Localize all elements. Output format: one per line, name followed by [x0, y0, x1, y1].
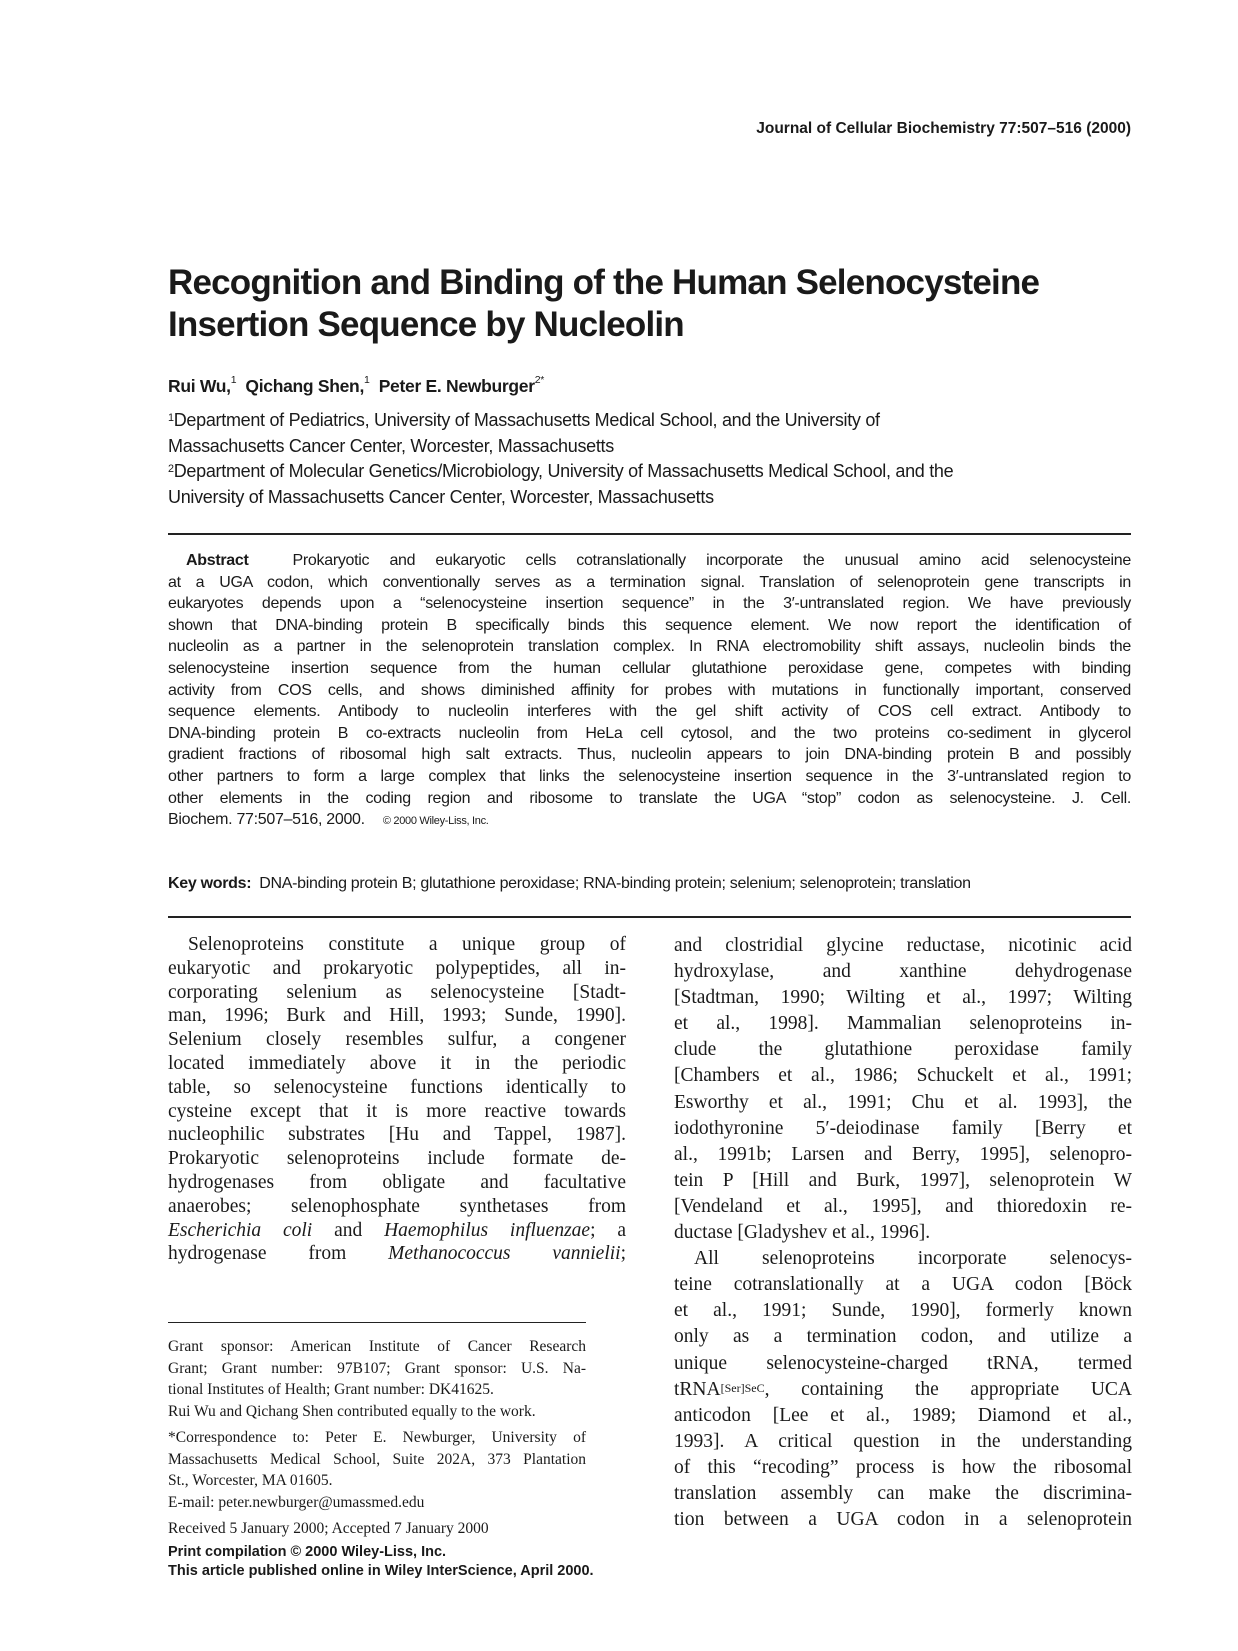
abstract-text: other elements in the coding region and ribosome to translate the UGA “stop” codon as selenocysteine. J. Cell.: [168, 789, 1131, 807]
footnote-line: St., Worcester, MA 01605.: [168, 1472, 333, 1489]
author-affiliation-mark: 2*: [534, 374, 545, 386]
print-compilation: Print compilation © 2000 Wiley-Liss, Inc.: [168, 1544, 447, 1560]
body-line: and clostridial glycine reductase, nicotinic acid: [674, 935, 1132, 956]
body-line: [168, 1219, 626, 1243]
author-name: Qichang Shen,: [245, 376, 365, 396]
abstract-text: shown that DNA-binding protein B specifically binds this sequence element. We now report the identification of: [168, 616, 1131, 634]
abstract-line: [168, 615, 1131, 637]
body-line: cysteine except that it is more reactive towards: [168, 1100, 626, 1122]
affiliation-mark: 1: [168, 412, 174, 424]
body-line: [Chambers et al., 1986; Schuckelt et al., 1991;: [674, 1065, 1132, 1087]
body-line: [168, 1242, 626, 1266]
abstract-text: at a UGA codon, which conventionally serves as a termination signal. Translation of selenoprotein gene transcripts in: [168, 573, 1131, 591]
footnote-line: *Correspondence to: Peter E. Newburger, University of: [168, 1429, 586, 1446]
body-line: al., 1991b; Larsen and Berry, 1995], selenopro-: [674, 1143, 1132, 1165]
abstract-text: DNA-binding protein B co-extracts nucleolin from HeLa cell cytosol, and the two proteins co-sediment in glycerol: [168, 724, 1131, 742]
affiliation-line: Massachusetts Cancer Center, Worcester, Massachusetts: [168, 435, 614, 456]
title-line: Recognition and Binding of the Human Selenocysteine: [168, 263, 1040, 302]
publication-info: [168, 1543, 594, 1580]
body-line: ductase [Gladyshev et al., 1996].: [674, 1222, 931, 1244]
affiliation-text: Department of Pediatrics, University of Massachusetts Medical School, and the University of: [173, 410, 880, 430]
author-name: Rui Wu,: [168, 376, 231, 396]
article-title: [168, 262, 1039, 346]
abstract-line: [168, 680, 1131, 702]
email-link[interactable]: E-mail: peter.newburger@umassmed.edu: [168, 1493, 425, 1511]
affiliations: [168, 408, 953, 510]
species-name: Methanococcus vannielii: [388, 1243, 621, 1265]
body-line: anticodon [Lee et al., 1989; Diamond et al.,: [674, 1404, 1132, 1426]
divider: [168, 533, 1131, 535]
abstract-text: sequence elements. Antibody to nucleolin interferes with the gel shift activity of COS cell extract. Antibody to: [168, 703, 1131, 721]
author-affiliation-mark: 1: [230, 374, 237, 386]
affiliation-mark: 2: [168, 463, 174, 475]
body-line: teine cotranslationally at a UGA codon [Böck: [674, 1274, 1132, 1296]
trna-superscript: [Ser]SeC: [720, 1380, 765, 1395]
journal-header: Journal of Cellular Biochemistry 77:507–516 (2000): [756, 120, 1131, 137]
body-column-left: [168, 933, 626, 1266]
keywords-label: Key words:: [168, 875, 252, 892]
body-line: corporating selenium as selenocysteine [Stadt-: [168, 981, 626, 1003]
body-line: [Stadtman, 1990; Wilting et al., 1997; Wilting: [674, 987, 1132, 1009]
abstract-text: other partners to form a large complex that links the selenocysteine insertion sequence in the 3′-untranslated region to: [168, 767, 1131, 785]
species-name: Haemophilus influenzae: [384, 1219, 591, 1241]
footnote-divider: [168, 1322, 586, 1323]
abstract-text: activity from COS cells, and shows diminished affinity for probes with mutations in functionally important, conserved: [168, 681, 1131, 699]
abstract-line: [168, 701, 1131, 723]
author-affiliation-mark: 1: [364, 374, 370, 386]
footnote-line: Rui Wu and Qichang Shen contributed equally to the work.: [168, 1402, 536, 1420]
body-line: nucleophilic substrates [Hu and Tappel, 1987].: [168, 1124, 626, 1146]
abstract-text: selenocysteine insertion sequence from the human cellular glutathione peroxidase gene, competes with binding: [168, 659, 1131, 677]
body-text: hydrogenase from: [168, 1243, 389, 1265]
author: [168, 376, 236, 396]
abstract-text: gradient fractions of ribosomal high salt extracts. Thus, nucleolin appears to join DNA-binding protein B and possibly: [168, 746, 1131, 764]
footnote-line: Massachusetts Medical School, Suite 202A, 373 Plantation: [168, 1450, 586, 1468]
abstract-line: [168, 766, 1131, 788]
body-text: tRNA: [674, 1378, 721, 1400]
divider: [168, 916, 1131, 918]
footnote-line: Grant sponsor: American Institute of Cancer Research: [168, 1338, 586, 1355]
body-line: Esworthy et al., 1991; Chu et al. 1993], the: [674, 1091, 1132, 1113]
title-line: Insertion Sequence by Nucleolin: [168, 305, 684, 344]
abstract-line: [168, 809, 1131, 833]
body-column-right: [674, 933, 1132, 1533]
footnotes: [168, 1336, 586, 1540]
abstract-line: [168, 572, 1131, 594]
body-line: tein P [Hill and Burk, 1997], selenoprotein W: [674, 1169, 1132, 1191]
body-line: 1993]. A critical question in the understanding: [674, 1430, 1132, 1452]
abstract-line: [168, 788, 1131, 810]
body-line: of this “recoding” process is how the ribosomal: [674, 1456, 1132, 1478]
body-line: clude the glutathione peroxidase family: [674, 1039, 1132, 1061]
body-line: et al., 1998]. Mammalian selenoproteins in-: [674, 1013, 1132, 1035]
abstract-text: Biochem. 77:507–516, 2000.: [168, 811, 365, 829]
affiliation-line: [168, 408, 953, 434]
online-publication: This article published online in Wiley InterScience, April 2000.: [168, 1562, 594, 1579]
body-line: located immediately above it in the periodic: [168, 1052, 626, 1074]
abstract-text: eukaryotes depends upon a “selenocysteine insertion sequence” in the 3′-untranslated region. We have previously: [168, 595, 1131, 613]
abstract-label: Abstract: [186, 552, 249, 569]
abstract: [168, 550, 1131, 833]
body-line: hydroxylase, and xanthine dehydrogenase: [674, 961, 1132, 983]
abstract-line: [168, 636, 1131, 658]
species-name: Escherichia coli: [168, 1219, 313, 1241]
body-line: unique selenocysteine-charged tRNA, termed: [674, 1352, 1132, 1374]
body-line: Selenium closely resembles sulfur, a congener: [168, 1029, 626, 1051]
abstract-text: nucleolin as a partner in the selenoprotein translation complex. In RNA electromobility shift assays, nucleolin binds the: [168, 638, 1131, 656]
body-line: man, 1996; Burk and Hill, 1993; Sunde, 1990].: [168, 1005, 626, 1027]
body-line: eukaryotic and prokaryotic polypeptides, all in-: [168, 957, 626, 979]
body-line: tion between a UGA codon in a selenoprotein: [674, 1509, 1132, 1531]
body-text: and: [312, 1219, 385, 1241]
received-date: Received 5 January 2000; Accepted 7 January 2000: [168, 1520, 489, 1537]
abstract-line: [168, 744, 1131, 766]
body-line: iodothyronine 5′-deiodinase family [Berry et: [674, 1117, 1132, 1139]
body-line: All selenoproteins incorporate selenocys-: [694, 1248, 1132, 1270]
affiliation-line: University of Massachusetts Cancer Center, Worcester, Massachusetts: [168, 486, 714, 507]
abstract-line: [168, 658, 1131, 680]
author-list: [168, 376, 544, 397]
body-line: Prokaryotic selenoproteins include formate de-: [168, 1148, 626, 1170]
keywords-text: DNA-binding protein B; glutathione peroxidase; RNA-binding protein; selenium; selenoprotein; translation: [259, 875, 971, 892]
author: [379, 376, 544, 396]
abstract-line: [168, 593, 1131, 615]
body-line: anaerobes; selenophosphate synthetases from: [168, 1195, 626, 1217]
abstract-line: [168, 550, 1131, 572]
body-line: [674, 1377, 1132, 1403]
body-line: hydrogenases from obligate and facultative: [168, 1171, 626, 1193]
keywords: [168, 875, 971, 893]
body-text: ;: [620, 1243, 627, 1265]
body-line: [Vendeland et al., 1995], and thioredoxin re-: [674, 1195, 1132, 1217]
footnote-line: Grant; Grant number: 97B107; Grant sponsor: U.S. Na-: [168, 1359, 586, 1377]
copyright-notice: © 2000 Wiley-Liss, Inc.: [382, 815, 489, 828]
body-line: table, so selenocysteine functions identically to: [168, 1076, 626, 1098]
body-text: , containing the appropriate UCA: [764, 1378, 1132, 1400]
author: [245, 376, 369, 396]
body-line: Selenoproteins constitute a unique group of: [188, 934, 626, 955]
abstract-text: Prokaryotic and eukaryotic cells cotranslationally incorporate the unusual amino acid selenocysteine: [292, 552, 1131, 569]
author-name: Peter E. Newburger: [378, 376, 535, 396]
body-line: et al., 1991; Sunde, 1990], formerly known: [674, 1300, 1132, 1322]
affiliation-text: Department of Molecular Genetics/Microbiology, University of Massachusetts Medical School, and the: [173, 461, 954, 481]
body-line: translation assembly can make the discrimina-: [674, 1482, 1132, 1504]
abstract-line: [168, 723, 1131, 745]
body-text: ; a: [590, 1219, 626, 1241]
body-line: only as a termination codon, and utilize a: [674, 1326, 1132, 1348]
footnote-line: tional Institutes of Health; Grant number: DK41625.: [168, 1381, 494, 1398]
affiliation-line: [168, 459, 953, 485]
